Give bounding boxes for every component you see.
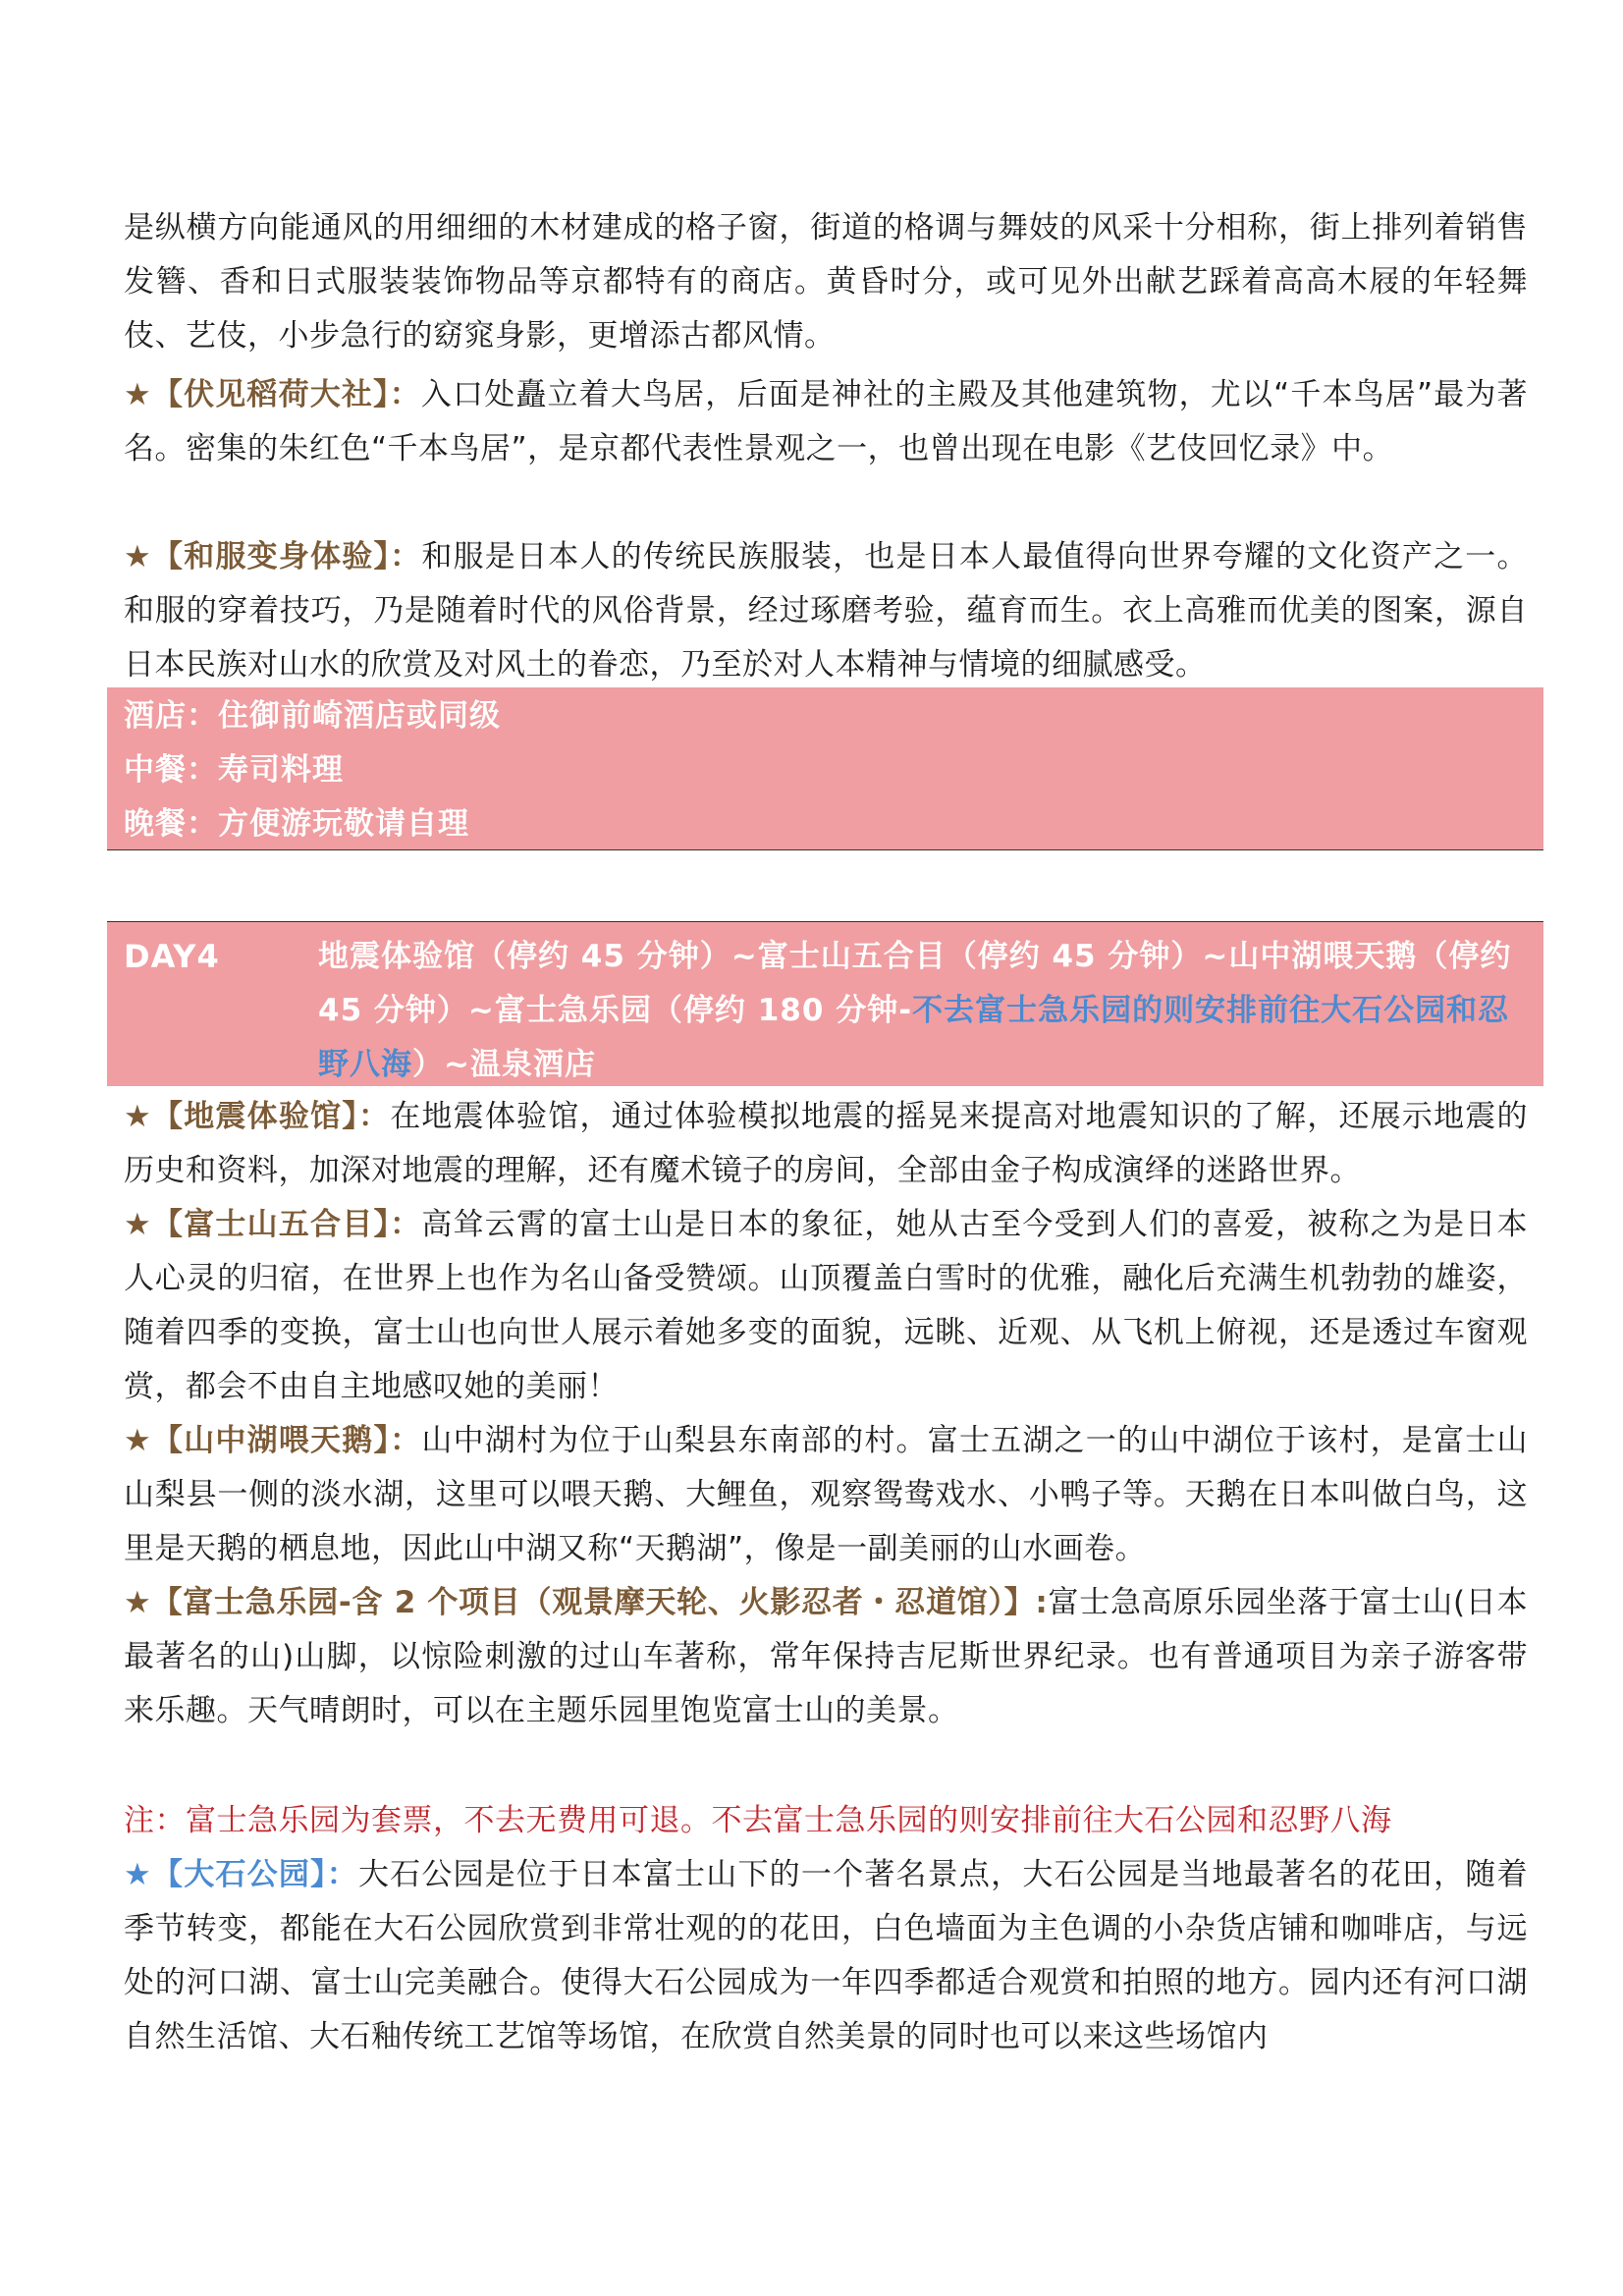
attraction-kimono [124, 530, 1528, 692]
attraction-fuji-q-highland [124, 1576, 1528, 1738]
attraction-title: ★【和服变身体验】： [124, 539, 422, 574]
attraction-text: 在地震体验馆，通过体验模拟地震的摇晃来提高对地震知识的了解，还展示地震的历史和资料，加深对地震的理解，还有魔术镜子的房间，全部由金子构成演绎的迷路世界。 [124, 1099, 1529, 1188]
attraction-lake-yamanaka [124, 1414, 1528, 1576]
attraction-fushimi-inari [124, 368, 1528, 476]
attraction-title: ★【富士急乐园-含 2 个项目（观景摩天轮、火影忍者・忍道馆）】: [124, 1585, 1049, 1620]
meals-hotel-block [107, 687, 1543, 850]
lunch-line: 中餐：寿司料理 [124, 752, 344, 788]
attraction-text: 和服是日本人的传统民族服装，也是日本人最值得向世界夸耀的文化资产之一。和服的穿着技巧，乃是随着时代的风俗背景，经过琢磨考验，蕴育而生。衣上高雅而优美的图案，源自日本民族对山水的欣赏及对风土的眷恋，乃至於对人本精神与情境的细腻感受。 [124, 539, 1528, 683]
day-label: DAY4 [124, 938, 220, 975]
intro-paragraph [124, 201, 1528, 363]
attraction-text: 山中湖村为位于山梨县东南部的村。富士五湖之一的山中湖位于该村，是富士山山梨县一侧的淡水湖，这里可以喂天鹅、大鲤鱼，观察鸳鸯戏水、小鸭子等。天鹅在日本叫做白鸟，这里是天鹅的栖息地，因此山中湖又称“天鹅湖”，像是一副美丽的山水画卷。 [124, 1423, 1528, 1566]
attraction-title: ★【山中湖喂天鹅】： [124, 1423, 422, 1458]
day4-header [107, 921, 1543, 1086]
note-text: 注：富士急乐园为套票，不去无费用可退。不去富士急乐园的则安排前往大石公园和忍野八海 [124, 1803, 1392, 1838]
day-route [318, 930, 1536, 1092]
dinner-line: 晚餐：方便游玩敬请自理 [124, 806, 469, 842]
intro-text: 是纵横方向能通风的用细细的木材建成的格子窗，街道的格调与舞妓的风采十分相称，街上排列着销售发簪、香和日式服装装饰物品等京都特有的商店。黄昏时分，或可见外出献艺踩着高高木屐的年轻舞伎、艺伎，小步急行的窈窕身影，更增添古都风情。 [124, 210, 1528, 354]
attraction-title: ★【伏见稻荷大社】： [124, 377, 421, 412]
attraction-text: 富士急高原乐园坐落于富士山(日本最著名的山)山脚，以惊险刺激的过山车著称，常年保持吉尼斯世界纪录。也有普通项目为亲子游客带来乐趣。天气晴朗时，可以在主题乐园里饱览富士山的美景。 [124, 1585, 1528, 1728]
attraction-earthquake-museum [124, 1090, 1528, 1198]
attraction-title: ★【富士山五合目】： [124, 1207, 422, 1242]
attraction-text: 高耸云霄的富士山是日本的象征，她从古至今受到人们的喜爱，被称之为是日本人心灵的归宿，在世界上也作为名山备受赞颂。山顶覆盖白雪时的优雅，融化后充满生机勃勃的雄姿，随着四季的变换，富士山也向世人展示着她多变的面貌，远眺、近观、从飞机上俯视，还是透过车窗观赏，都会不由自主地感叹她的美丽！ [124, 1207, 1528, 1404]
hotel-line: 酒店：住御前崎酒店或同级 [124, 698, 501, 734]
attraction-title: ★【大石公园】： [124, 1857, 358, 1892]
note-line [124, 1794, 1528, 1848]
attraction-oishi-park [124, 1848, 1528, 2064]
attraction-fuji-5th-station [124, 1198, 1528, 1414]
route-part-2: ）~温泉酒店 [412, 1047, 596, 1082]
attraction-title: ★【地震体验馆】： [124, 1099, 391, 1134]
attraction-text: 大石公园是位于日本富士山下的一个著名景点，大石公园是当地最著名的花田，随着季节转变，都能在大石公园欣赏到非常壮观的的花田，白色墙面为主色调的小杂货店铺和咖啡店，与远处的河口湖、富士山完美融合。使得大石公园成为一年四季都适合观赏和拍照的地方。园内还有河口湖自然生活馆、大石釉传统工艺馆等场馆，在欣赏自然美景的同时也可以来这些场馆内 [124, 1857, 1528, 2054]
attraction-text: 入口处矗立着大鸟居，后面是神社的主殿及其他建筑物，尤以“千本鸟居”最为著名。密集的朱红色“千本鸟居”，是京都代表性景观之一，也曾出现在电影《艺伎回忆录》中。 [124, 377, 1528, 466]
route-alternative: 不去富士急乐园的则安排前往大石公园和忍野八海 [318, 993, 1510, 1082]
route-part-1: 地震体验馆（停约 45 分钟）~富士山五合目（停约 45 分钟）~山中湖喂天鹅（停约 45 分钟）~富士急乐园（停约 180 分钟- [318, 939, 1512, 1028]
